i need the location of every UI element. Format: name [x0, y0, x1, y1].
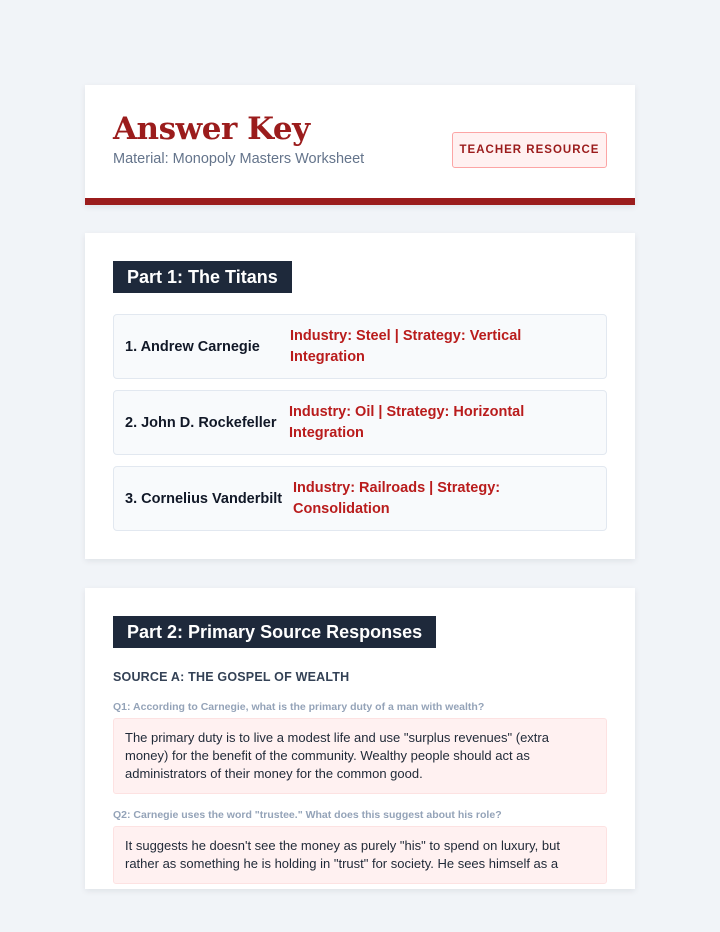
header-card — [85, 85, 635, 205]
question-text: Q2: Carnegie uses the word "trustee." What does this suggest about his role? — [113, 809, 502, 821]
answer-box: It suggests he doesn't see the money as purely "his" to spend on luxury, but rather as something he is holding in "trust" for society. He sees himself as a — [113, 826, 607, 884]
titan-name: 2. John D. Rockefeller — [125, 414, 277, 431]
titan-row — [113, 390, 607, 455]
titan-row — [113, 314, 607, 379]
titan-detail: Industry: Oil | Strategy: Horizontal Integration — [289, 403, 525, 441]
teacher-resource-badge: TEACHER RESOURCE — [452, 132, 607, 168]
titan-name: 3. Cornelius Vanderbilt — [125, 490, 283, 507]
part1-card — [85, 233, 635, 559]
page-title: Answer Key — [113, 111, 310, 147]
titan-detail: Industry: Railroads | Strategy: Consolidation — [293, 479, 501, 517]
part2-heading: Part 2: Primary Source Responses — [113, 616, 436, 648]
titan-name: 1. Andrew Carnegie — [125, 338, 260, 355]
titan-detail: Industry: Steel | Strategy: Vertical Integration — [290, 327, 522, 365]
titan-row — [113, 466, 607, 531]
source-title: SOURCE A: THE GOSPEL OF WEALTH — [113, 670, 350, 684]
page-subtitle: Material: Monopoly Masters Worksheet — [113, 151, 365, 167]
part1-heading: Part 1: The Titans — [113, 261, 292, 293]
question-text: Q1: According to Carnegie, what is the primary duty of a man with wealth? — [113, 701, 485, 713]
part2-card — [85, 588, 635, 889]
answer-box: The primary duty is to live a modest life and use "surplus revenues" (extra money) for the benefit of the community. Wealthy people should act as administrators of their money for the common good. — [113, 718, 607, 794]
